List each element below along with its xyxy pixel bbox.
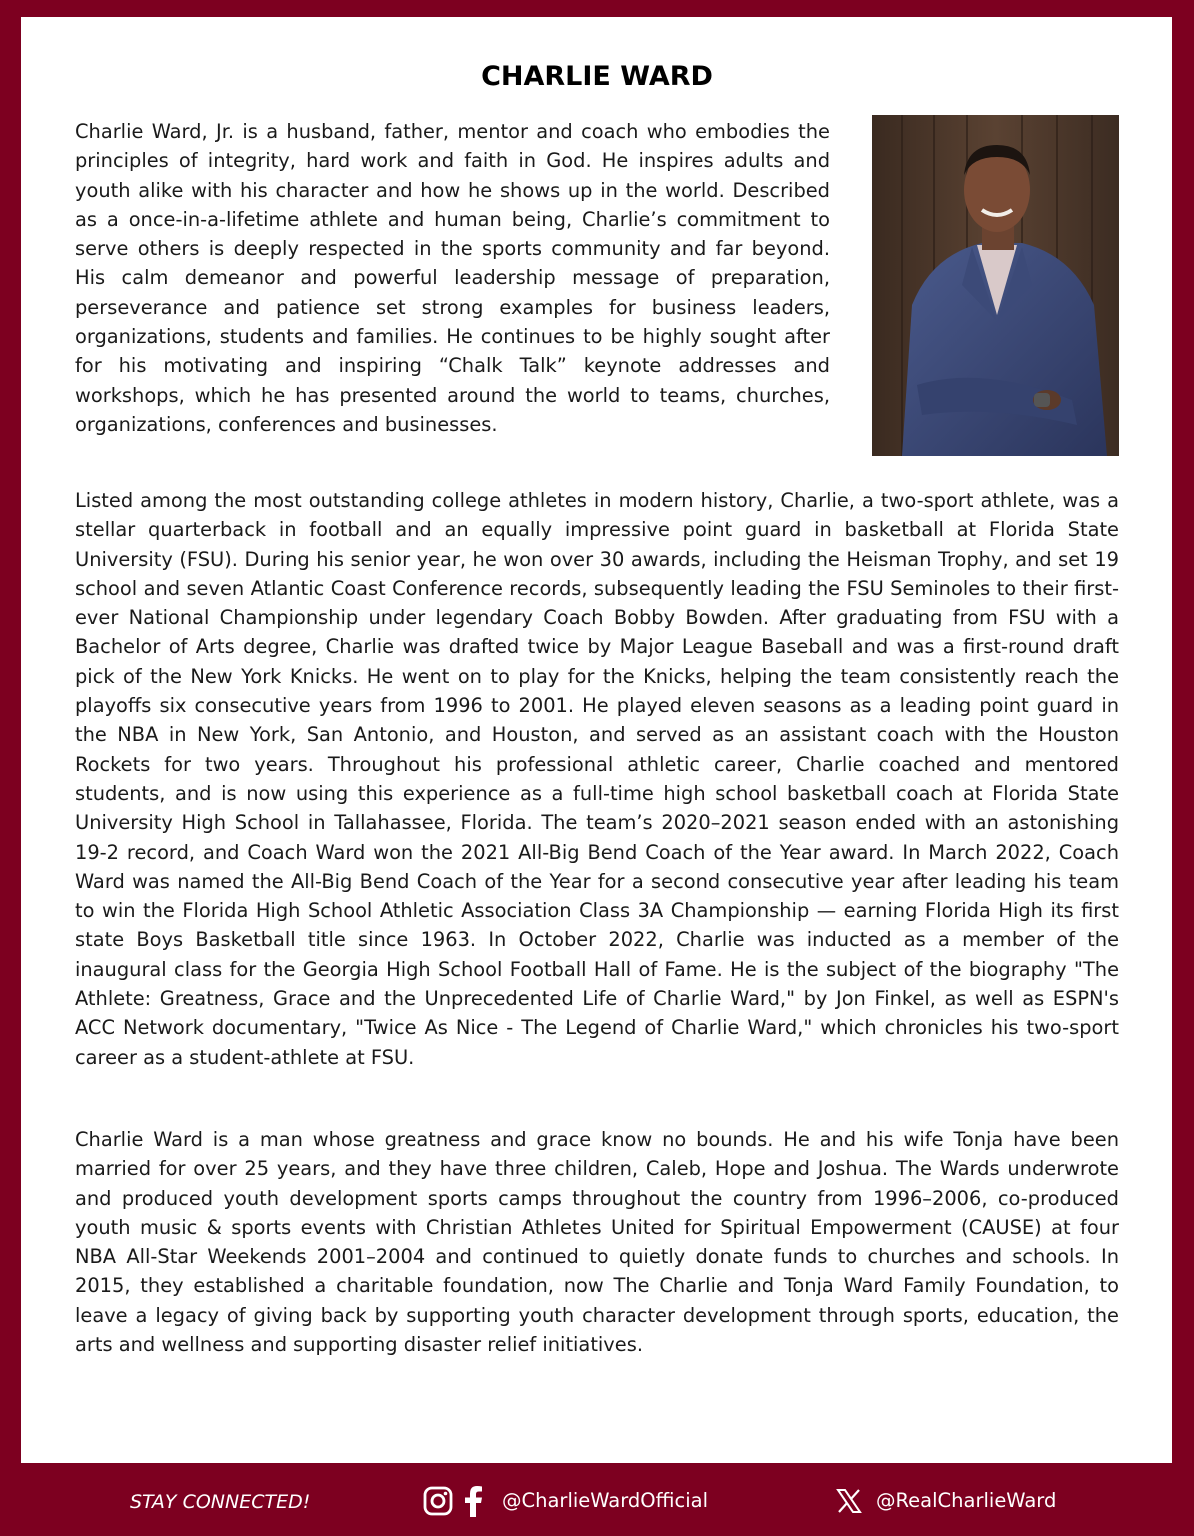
- bio-paragraph-intro: Charlie Ward, Jr. is a husband, father, mentor and coach who embodies the principles of integrity, hard work and faith in God. He inspires adults and youth alike with his character and how he shows up in the world. Described as a once-in-a-lifetime athlete and human being, Charlie’s commitment to serve others is deeply respected in the sports community and far beyond. His calm demeanor and powerful leadership message of preparation, perseverance and patience set strong examples for business leaders, organizations, students and families. He continues to be highly sought after for his motivating and inspiring “Chalk Talk” keynote addresses and workshops, which he has presented around the world to teams, churches, organizations, conferences and businesses.: [75, 120, 830, 436]
- portrait-photo: [872, 115, 1119, 456]
- instagram-icon[interactable]: [423, 1486, 453, 1516]
- facebook-icon[interactable]: [462, 1485, 484, 1517]
- bio-paragraph-family: Charlie Ward is a man whose greatness and grace know no bounds. He and his wife Tonja have been married for over 25 years, and they have three children, Caleb, Hope and Joshua. The Wards underwrote and produced youth development sports camps throughout the country from 1996–2006, co-produced youth music & sports events with Christian Athletes United for Spiritual Empowerment (CAUSE) at four NBA All-Star Weekends 2001–2004 and continued to quietly donate funds to churches and schools. In 2015, they established a charitable foundation, now The Charlie and Tonja Ward Family Foundation, to leave a legacy of giving back by supporting youth character development through sports, education, the arts and wellness and supporting disaster relief initiatives.: [75, 1128, 1119, 1357]
- page-title: CHARLIE WARD: [481, 61, 713, 92]
- stay-connected-label: STAY CONNECTED!: [130, 1491, 311, 1513]
- social-handle[interactable]: @CharlieWardOfficial: [502, 1489, 709, 1512]
- x-icon[interactable]: [836, 1488, 862, 1514]
- x-handle[interactable]: @RealCharlieWard: [876, 1489, 1057, 1512]
- bio-paragraph-career: Listed among the most outstanding college athletes in modern history, Charlie, a two-sport athlete, was a stellar quarterback in football and an equally impressive point guard in basketball at Florida State University (FSU). During his senior year, he won over 30 awards, including the Heisman Trophy, and set 19 school and seven Atlantic Coast Conference records, subsequently leading the FSU Seminoles to their first-ever National Championship under legendary Coach Bobby Bowden. After graduating from FSU with a Bachelor of Arts degree, Charlie was drafted twice by Major League Baseball and was a first-round draft pick of the New York Knicks. He went on to play for the Knicks, helping the team consistently reach the playoffs six consecutive years from 1996 to 2001. He played eleven seasons as a leading point guard in the NBA in New York, San Antonio, and Houston, and served as an assistant coach with the Houston Rockets for two years. Throughout his professional athletic career, Charlie coached and mentored students, and is now using this experience as a full-time high school basketball coach at Florida State University High School in Tallahassee, Florida. The team’s 2020–2021 season ended with an astonishing 19-2 record, and Coach Ward won the 2021 All-Big Bend Coach of the Year award. In March 2022, Coach Ward was named the All-Big Bend Coach of the Year for a second consecutive year after leading his team to win the Florida High School Athletic Association Class 3A Championship — earning Florida High its first state Boys Basketball title since 1963. In October 2022, Charlie was inducted as a member of the inaugural class for the Georgia High School Football Hall of Fame. He is the subject of the biography "The Athlete: Greatness, Grace and the Unprecedented Life of Charlie Ward," by Jon Finkel, as well as ESPN's ACC Network documentary, "Twice As Nice - The Legend of Charlie Ward," which chronicles his two-sport career as a student-athlete at FSU.: [75, 489, 1119, 1069]
